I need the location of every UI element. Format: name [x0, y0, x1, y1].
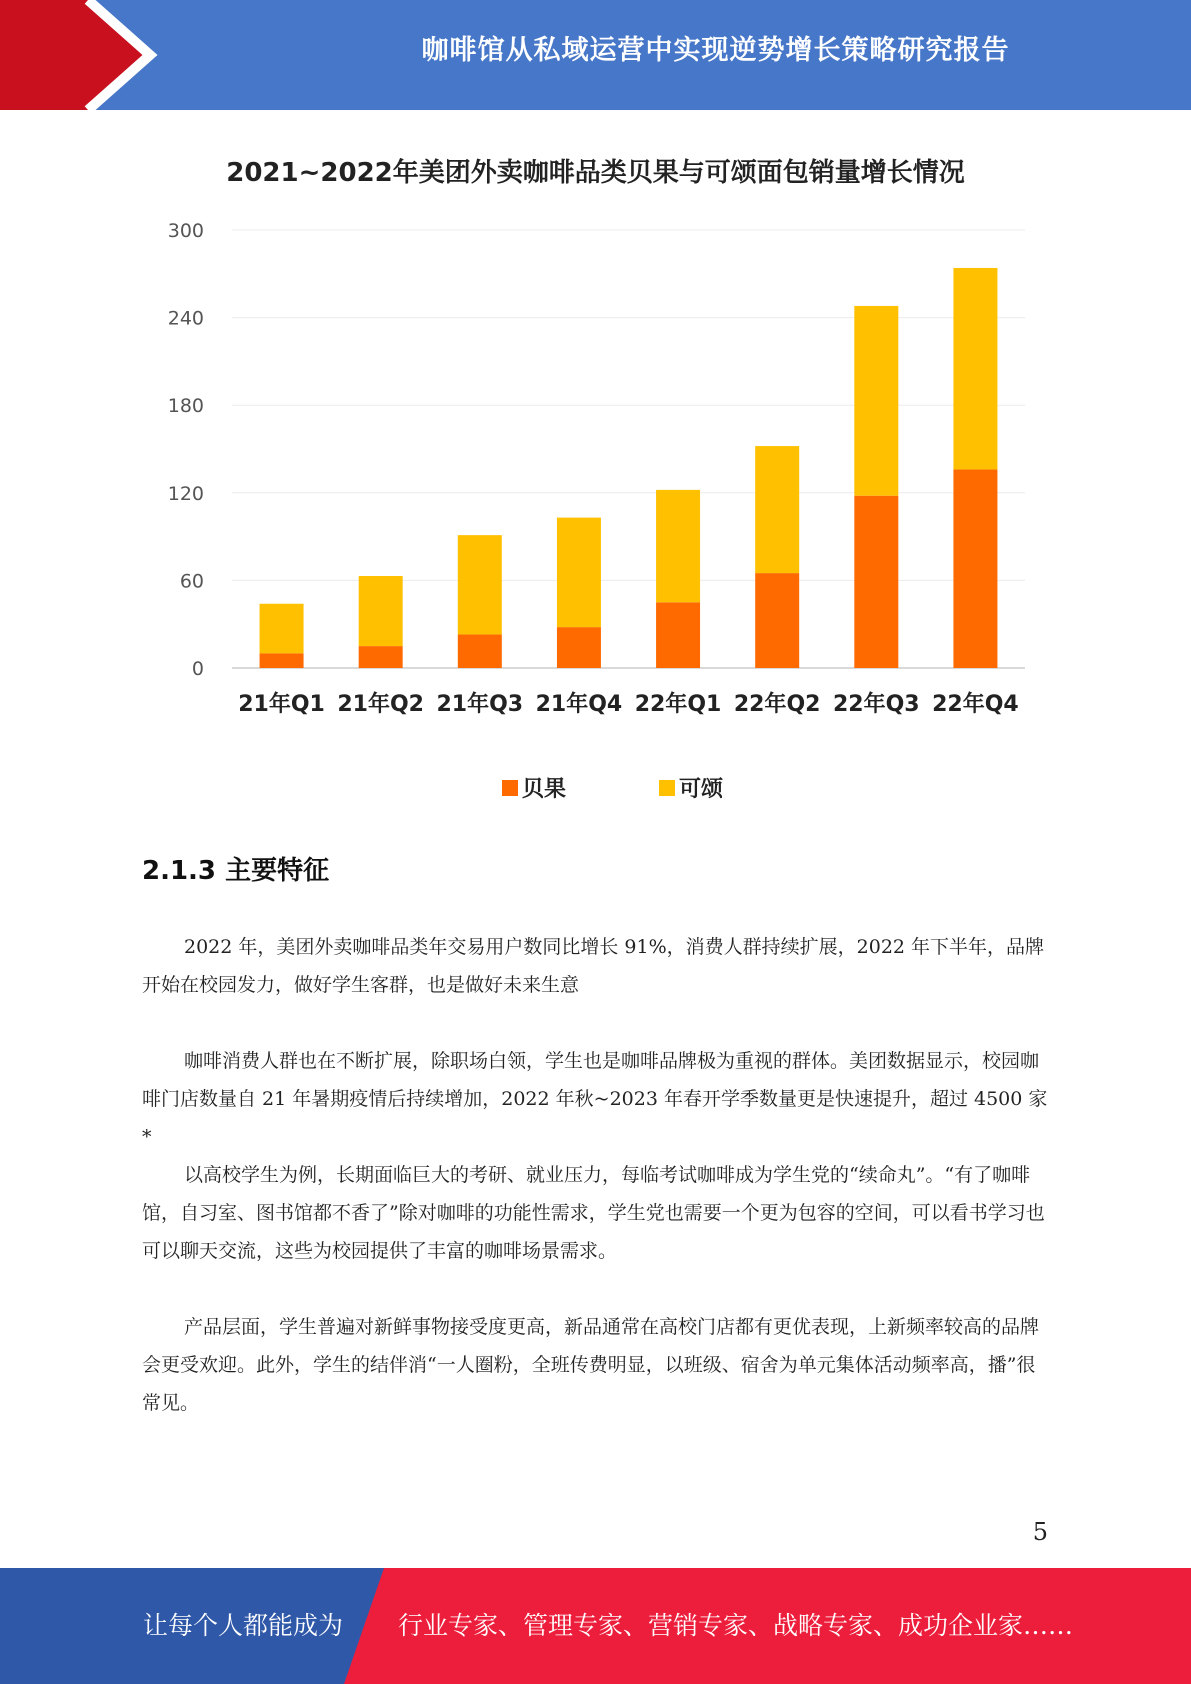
page-number: 5 [1032, 1518, 1048, 1546]
legend-swatch-beiguo [502, 780, 518, 796]
section-heading: 2.1.3 主要特征 [142, 856, 330, 886]
footer-slogan: 让每个人都能成为 [143, 1611, 344, 1640]
x-tick-label: 22年Q3 [832, 692, 920, 717]
bar-kesong [260, 604, 304, 654]
y-tick-label: 300 [167, 220, 204, 242]
y-tick-label: 240 [167, 307, 204, 330]
stacked-bar-chart [0, 110, 1191, 830]
paragraph-4: 产品层面，学生普遍对新鲜事物接受度更高，新品通常在高校门店都有更优表现，上新频率较高的品牌会更受欢迎。此外，学生的结伴消“一人圈粉，全班传费明显，以班级、宿舍为单元集体活动频率高，播”很常见。 [142, 1316, 1040, 1414]
page-footer [0, 1568, 1191, 1684]
bar-kesong [755, 446, 799, 573]
y-tick-label: 60 [179, 570, 204, 593]
bar-beiguo [359, 646, 403, 668]
bar-kesong [854, 306, 898, 496]
legend-label-beiguo: 贝果 [522, 777, 567, 802]
bar-beiguo [755, 573, 799, 668]
x-tick-label: 21年Q2 [337, 692, 425, 717]
y-tick-label: 180 [167, 395, 204, 418]
x-tick-label: 21年Q4 [535, 692, 623, 717]
x-tick-label: 22年Q1 [634, 692, 722, 717]
bar-kesong [359, 576, 403, 646]
chart-legend [0, 772, 1191, 802]
legend-item-kesong [659, 772, 723, 803]
bar-kesong [656, 490, 700, 602]
legend-swatch-kesong [659, 780, 675, 796]
x-tick-label: 22年Q2 [733, 692, 821, 717]
y-tick-label: 0 [191, 658, 204, 680]
paragraph-3: 以高校学生为例，长期面临巨大的考研、就业压力，每临考试咖啡成为学生党的“续命丸”。“有了咖啡馆，自习室、图书馆都不香了”除对咖啡的功能性需求，学生党也需要一个更为包容的空间，可以看书学习也可以聊天交流，这些为校园提供了丰富的咖啡场景需求。 [142, 1164, 1045, 1262]
bar-beiguo [557, 627, 601, 668]
chart-canvas [0, 110, 1191, 830]
bar-kesong [458, 535, 502, 634]
chart-title: 2021~2022年美团外卖咖啡品类贝果与可颂面包销量增长情况 [226, 158, 965, 188]
bar-beiguo [458, 634, 502, 668]
footer-roles: 行业专家、管理专家、营销专家、战略专家、成功企业家…… [398, 1611, 1074, 1640]
paragraph-2: 咖啡消费人群也在不断扩展，除职场白领，学生也是咖啡品牌极为重视的群体。美团数据显示，校园咖啡门店数量自 21 年暑期疫情后持续增加，2022 年秋~2023 年春开学季数量更是快速提升，超过 4500 家* [142, 1050, 1048, 1148]
bar-beiguo [854, 496, 898, 668]
x-tick-label: 21年Q3 [436, 692, 524, 717]
x-tick-label: 21年Q1 [238, 692, 325, 717]
bar-kesong [557, 518, 601, 628]
page-header [0, 0, 1191, 110]
bar-beiguo [260, 653, 304, 668]
report-title: 咖啡馆从私域运营中实现逆势增长策略研究报告 [421, 35, 1010, 66]
bar-beiguo [656, 602, 700, 668]
legend-item-beiguo [502, 772, 566, 803]
bar-kesong [953, 268, 997, 469]
x-tick-label: 22年Q4 [932, 692, 1019, 717]
bar-beiguo [953, 469, 997, 668]
y-tick-label: 120 [167, 482, 204, 505]
paragraph-1: 2022 年，美团外卖咖啡品类年交易用户数同比增长 91%，消费人群持续扩展，2022 年下半年，品牌开始在校园发力，做好学生客群，也是做好未来生意 [142, 936, 1045, 996]
legend-label-kesong: 可颂 [679, 777, 724, 802]
